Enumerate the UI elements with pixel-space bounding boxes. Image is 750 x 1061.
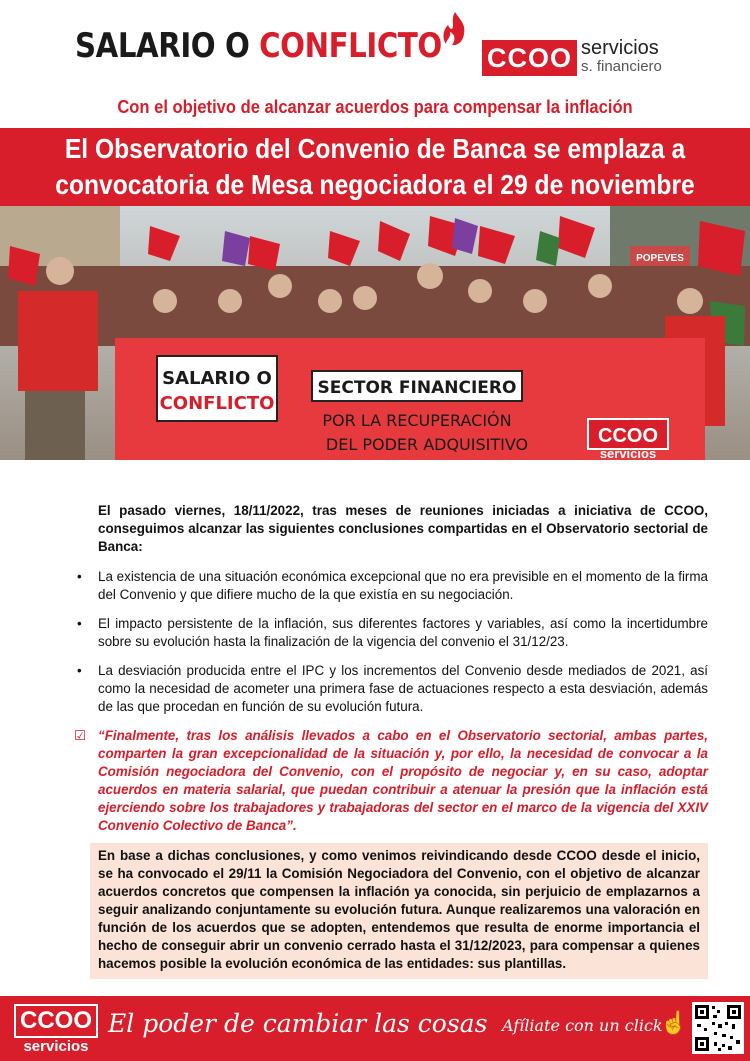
list-item-text: El impacto persistente de la inflación, sus diferentes factores y variables, así como la incertidumbre sobre su evolución hasta la finalización de la vigencia del convenio el 31/12/23. bbox=[98, 616, 708, 649]
conclusions-list bbox=[77, 568, 708, 716]
banner-servicios: servicios bbox=[599, 446, 657, 460]
footer-servicios-text: servicios bbox=[23, 1038, 89, 1055]
list-item-text: La existencia de una situación económica excepcional que no era previsible en el momento de la firma del Convenio y que difiere mucho de la que existía en su negociación. bbox=[98, 569, 708, 602]
list-item bbox=[77, 662, 708, 716]
header bbox=[0, 0, 750, 92]
banner-title: SECTOR FINANCIERO bbox=[317, 378, 517, 398]
flame-icon bbox=[440, 10, 470, 50]
join-link[interactable]: Afíliate con un click bbox=[502, 1016, 663, 1035]
bullet-icon: • bbox=[77, 663, 82, 678]
quote-text: “Finalmente, tras los análisis llevados a cabo en el Observatorio sectorial, ambas partes, comparten la gran excepcionalidad de la situación y, por ello, la necesidad de convocar a la Comisión negociadora del Convenio, con el propósito de negociar y, en su caso, adoptar acuerdos en materia salarial, que puedan contribuir a atenuar la presión que la inflación está ejerciendo sobre los trabajadores y trabajadoras del sector en el marco de la vigencia del XXIV Convenio Colectivo de Banca”. bbox=[98, 728, 708, 833]
headline-line-2: convocatoria de Mesa negociadora el 29 de noviembre bbox=[55, 169, 695, 200]
headline-banner bbox=[0, 128, 750, 206]
bullet-icon: • bbox=[77, 569, 82, 584]
slogan-part-1: SALARIO O bbox=[75, 26, 260, 66]
footer-motto: El poder de cambiar las cosas bbox=[108, 1009, 488, 1038]
list-item bbox=[77, 615, 708, 651]
logo-financiero-text: s. financiero bbox=[581, 58, 662, 75]
footer bbox=[0, 996, 750, 1061]
protest-photo bbox=[0, 206, 750, 460]
qr-code-icon[interactable] bbox=[692, 1002, 744, 1054]
banner-slogan-1: SALARIO O bbox=[162, 368, 272, 389]
protest-illustration bbox=[0, 206, 750, 460]
banner-ccoo-logo: CCOO bbox=[598, 425, 658, 447]
quote-paragraph bbox=[74, 727, 708, 835]
checkbox-check-icon: ☑ bbox=[74, 728, 87, 743]
highlight-box: En base a dichas conclusiones, y como venimos reivindicando desde CCOO desde el inicio, se ha convocado el 29/11 la Comisión Negociadora del Convenio, con el objetivo de alcanzar acuerdos concretos que compensen la inflación ya conocida, sin perjuicio de emplazarnos a seguir analizando conjuntamente su evolución futura. Aunque realizaremos una valoración en función de los acuerdos que se adopten, entendemos que resulta de enorme importancia el hecho de conseguir abrir un convenio cerrado hasta el 31/12/2023, para compensar a quienes hacemos posible la evolución económica de las entidades: sus plantillas. bbox=[90, 843, 708, 979]
list-item-text: La desviación producida entre el IPC y los incrementos del Convenio desde mediados de 2021, así como la necesidad de acometer una primera fase de actuaciones respecto a esta desviación, además de las que procedan en función de su evolución futura. bbox=[98, 663, 708, 714]
footer-ccoo-logo: CCOO bbox=[14, 1004, 98, 1038]
subtitle: Con el objetivo de alcanzar acuerdos para compensar la inflación bbox=[117, 97, 633, 117]
logo-servicios-text: servicios bbox=[581, 37, 659, 59]
list-item bbox=[77, 568, 708, 604]
shop-sign: POPEVES bbox=[636, 253, 684, 264]
banner-line-1: POR LA RECUPERACIÓN bbox=[322, 411, 512, 430]
campaign-slogan bbox=[75, 26, 442, 66]
banner-slogan-2: CONFLICTO bbox=[159, 393, 275, 414]
article-body bbox=[74, 502, 708, 979]
headline-line-1: El Observatorio del Convenio de Banca se emplaza a bbox=[64, 133, 686, 164]
banner-line-2: DEL PODER ADQUISITIVO bbox=[325, 435, 529, 454]
slogan-part-2: CONFLICTO bbox=[259, 26, 442, 66]
bullet-icon: • bbox=[77, 616, 82, 631]
intro-paragraph: El pasado viernes, 18/11/2022, tras meses de reuniones iniciadas a iniciativa de CCOO, conseguimos alcanzar las siguientes conclusiones compartidas en el Observatorio sectorial de Banca: bbox=[98, 503, 708, 554]
ccoo-logo: CCOO bbox=[482, 40, 577, 76]
pointing-hand-icon[interactable]: ☝ bbox=[660, 1010, 688, 1035]
